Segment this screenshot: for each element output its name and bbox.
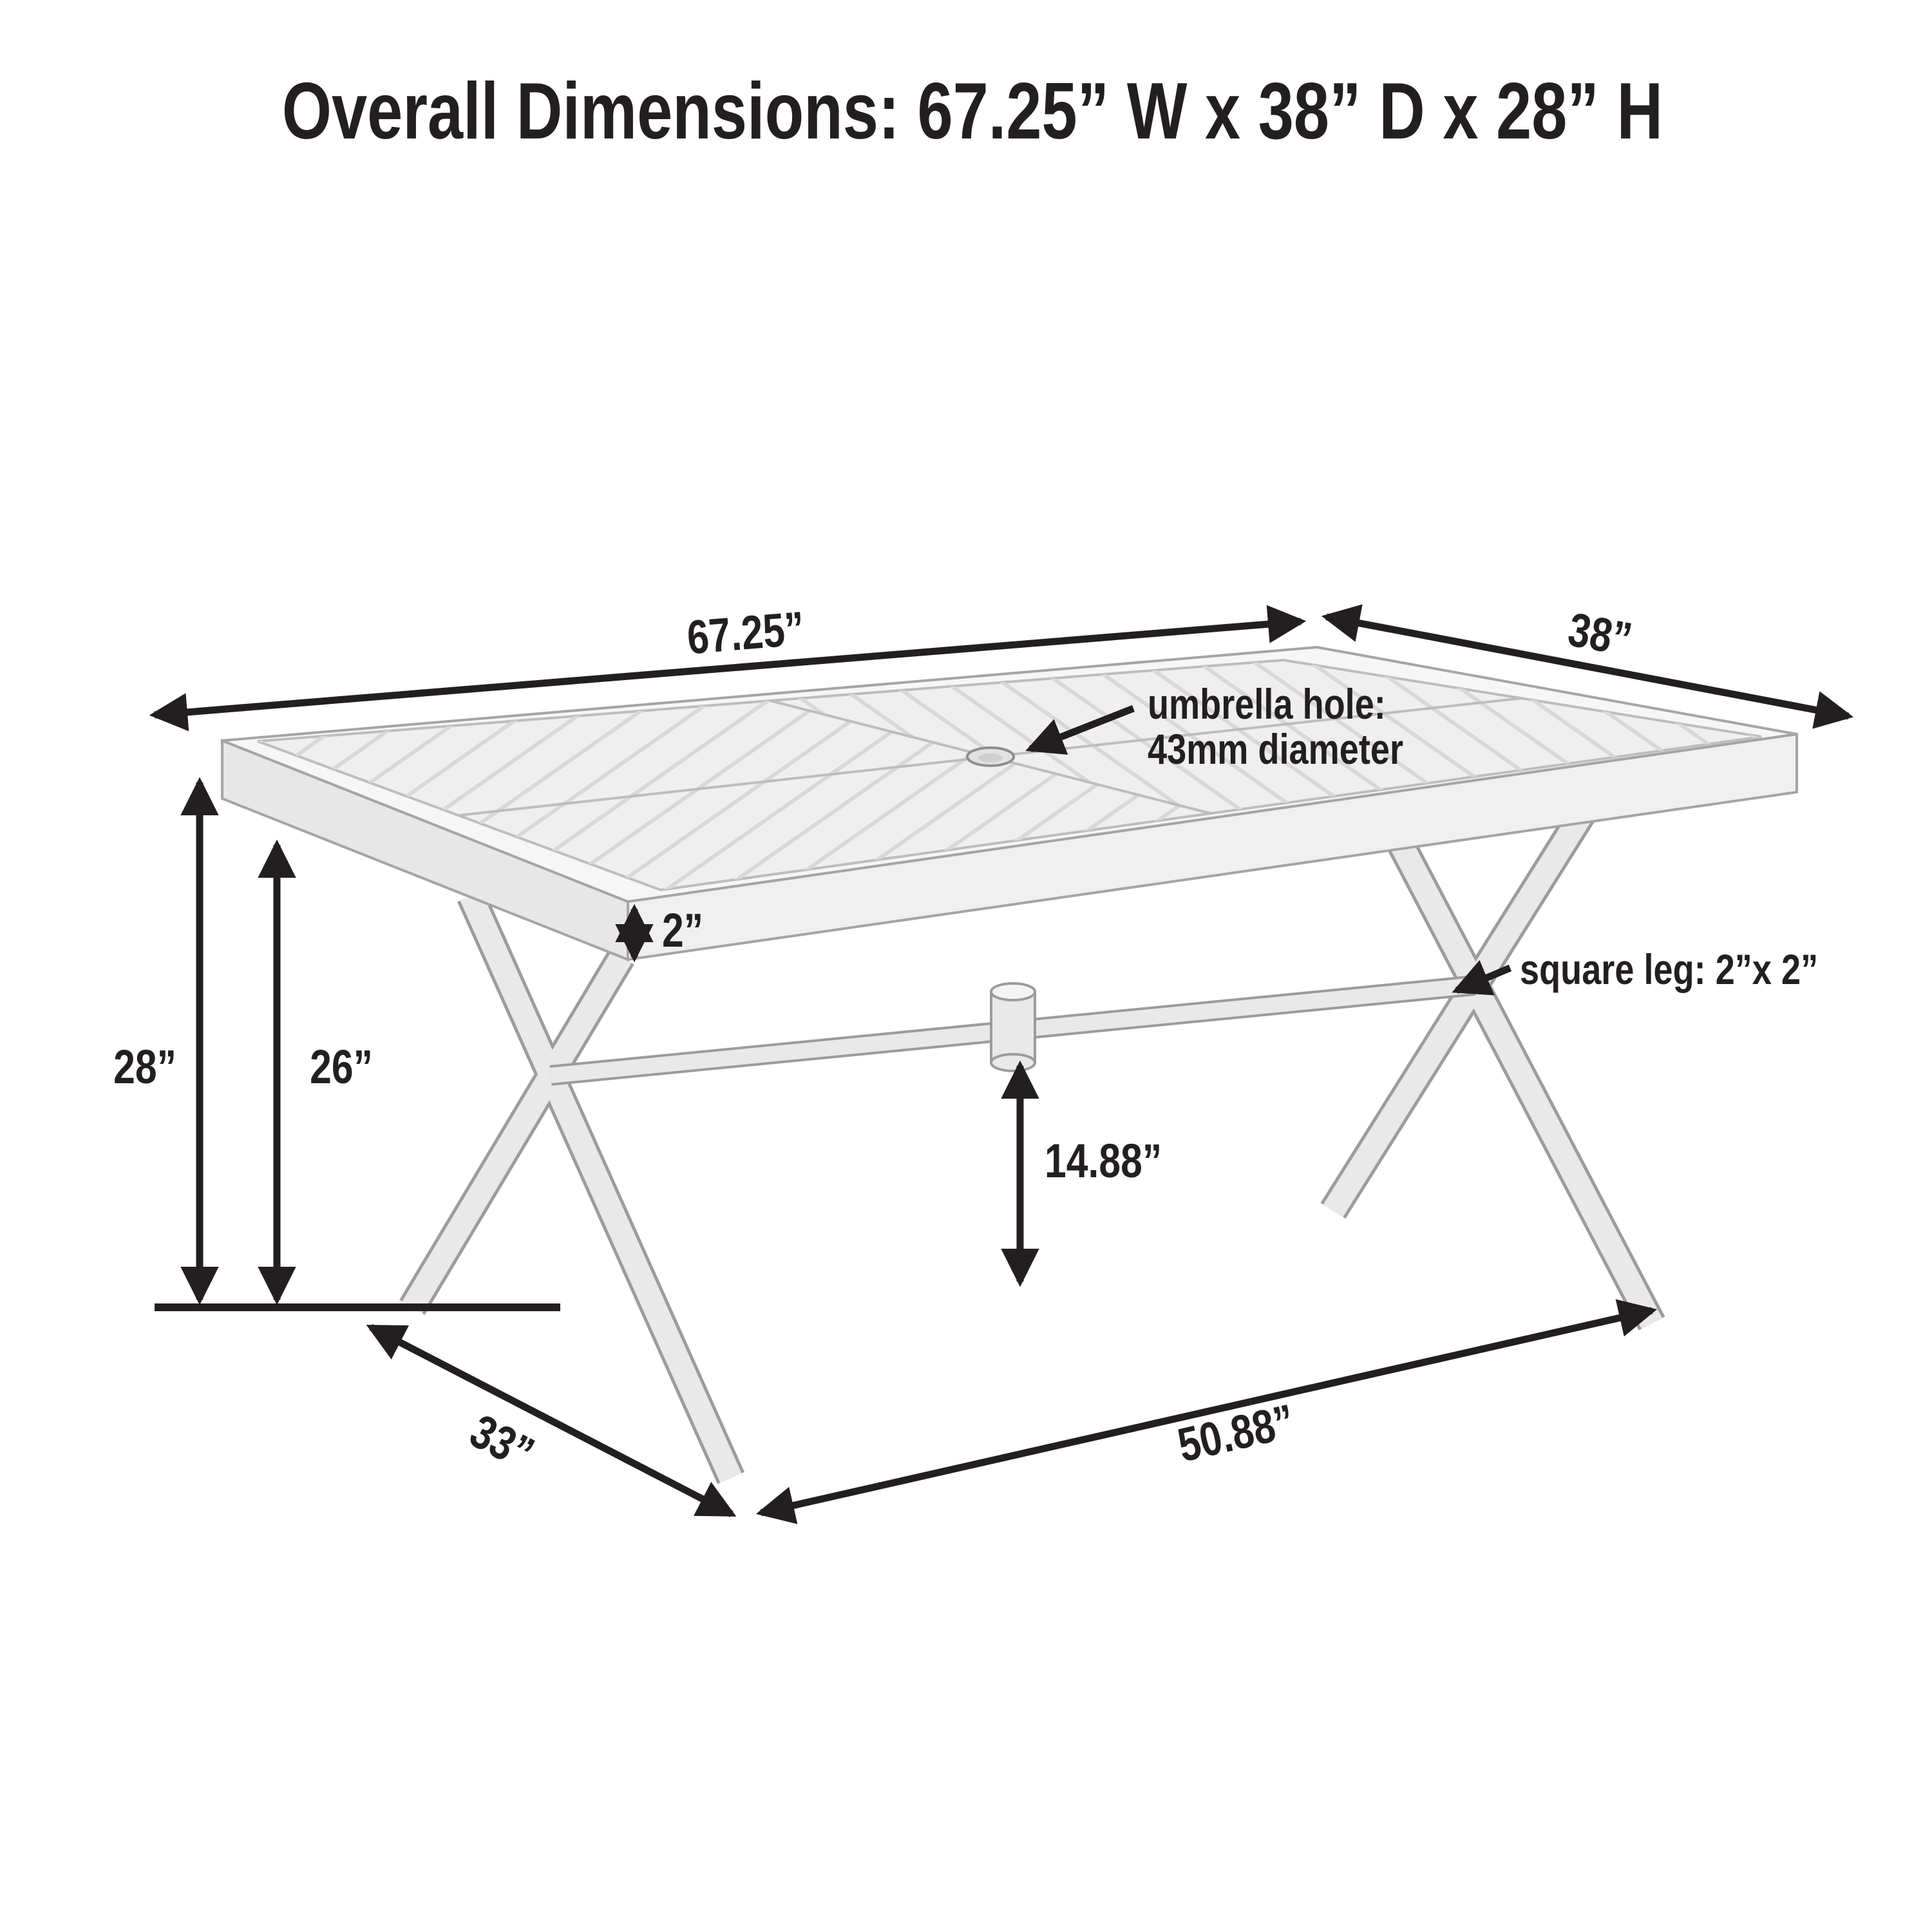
umbrella-hole	[967, 748, 1014, 766]
label-height-28: 28”	[113, 1041, 176, 1094]
tabletop	[222, 647, 1797, 960]
page-title: Overall Dimensions: 67.25” W x 38” D x 28” H	[281, 66, 1663, 156]
label-base-width-5088: 50.88”	[1173, 1394, 1300, 1473]
label-umbrella-line1: umbrella hole:	[1148, 679, 1386, 728]
table-illustration	[222, 647, 1797, 1478]
label-height-26: 26”	[310, 1041, 373, 1094]
label-crossbar-height: 14.88”	[1045, 1135, 1162, 1188]
umbrella-pole-sleeve	[991, 983, 1035, 1071]
label-umbrella-line2: 43mm diameter	[1148, 724, 1404, 773]
arrow-base-width-5088	[761, 1311, 1652, 1513]
left-x-leg-frame	[412, 896, 731, 1478]
crossbar	[551, 983, 1475, 1075]
label-thickness-2: 2”	[662, 904, 704, 958]
label-depth: 38”	[1564, 603, 1636, 667]
label-width: 67.25”	[685, 602, 807, 665]
label-base-depth-33: 33”	[462, 1405, 542, 1481]
label-square-leg: square leg: 2”x 2”	[1520, 945, 1819, 994]
